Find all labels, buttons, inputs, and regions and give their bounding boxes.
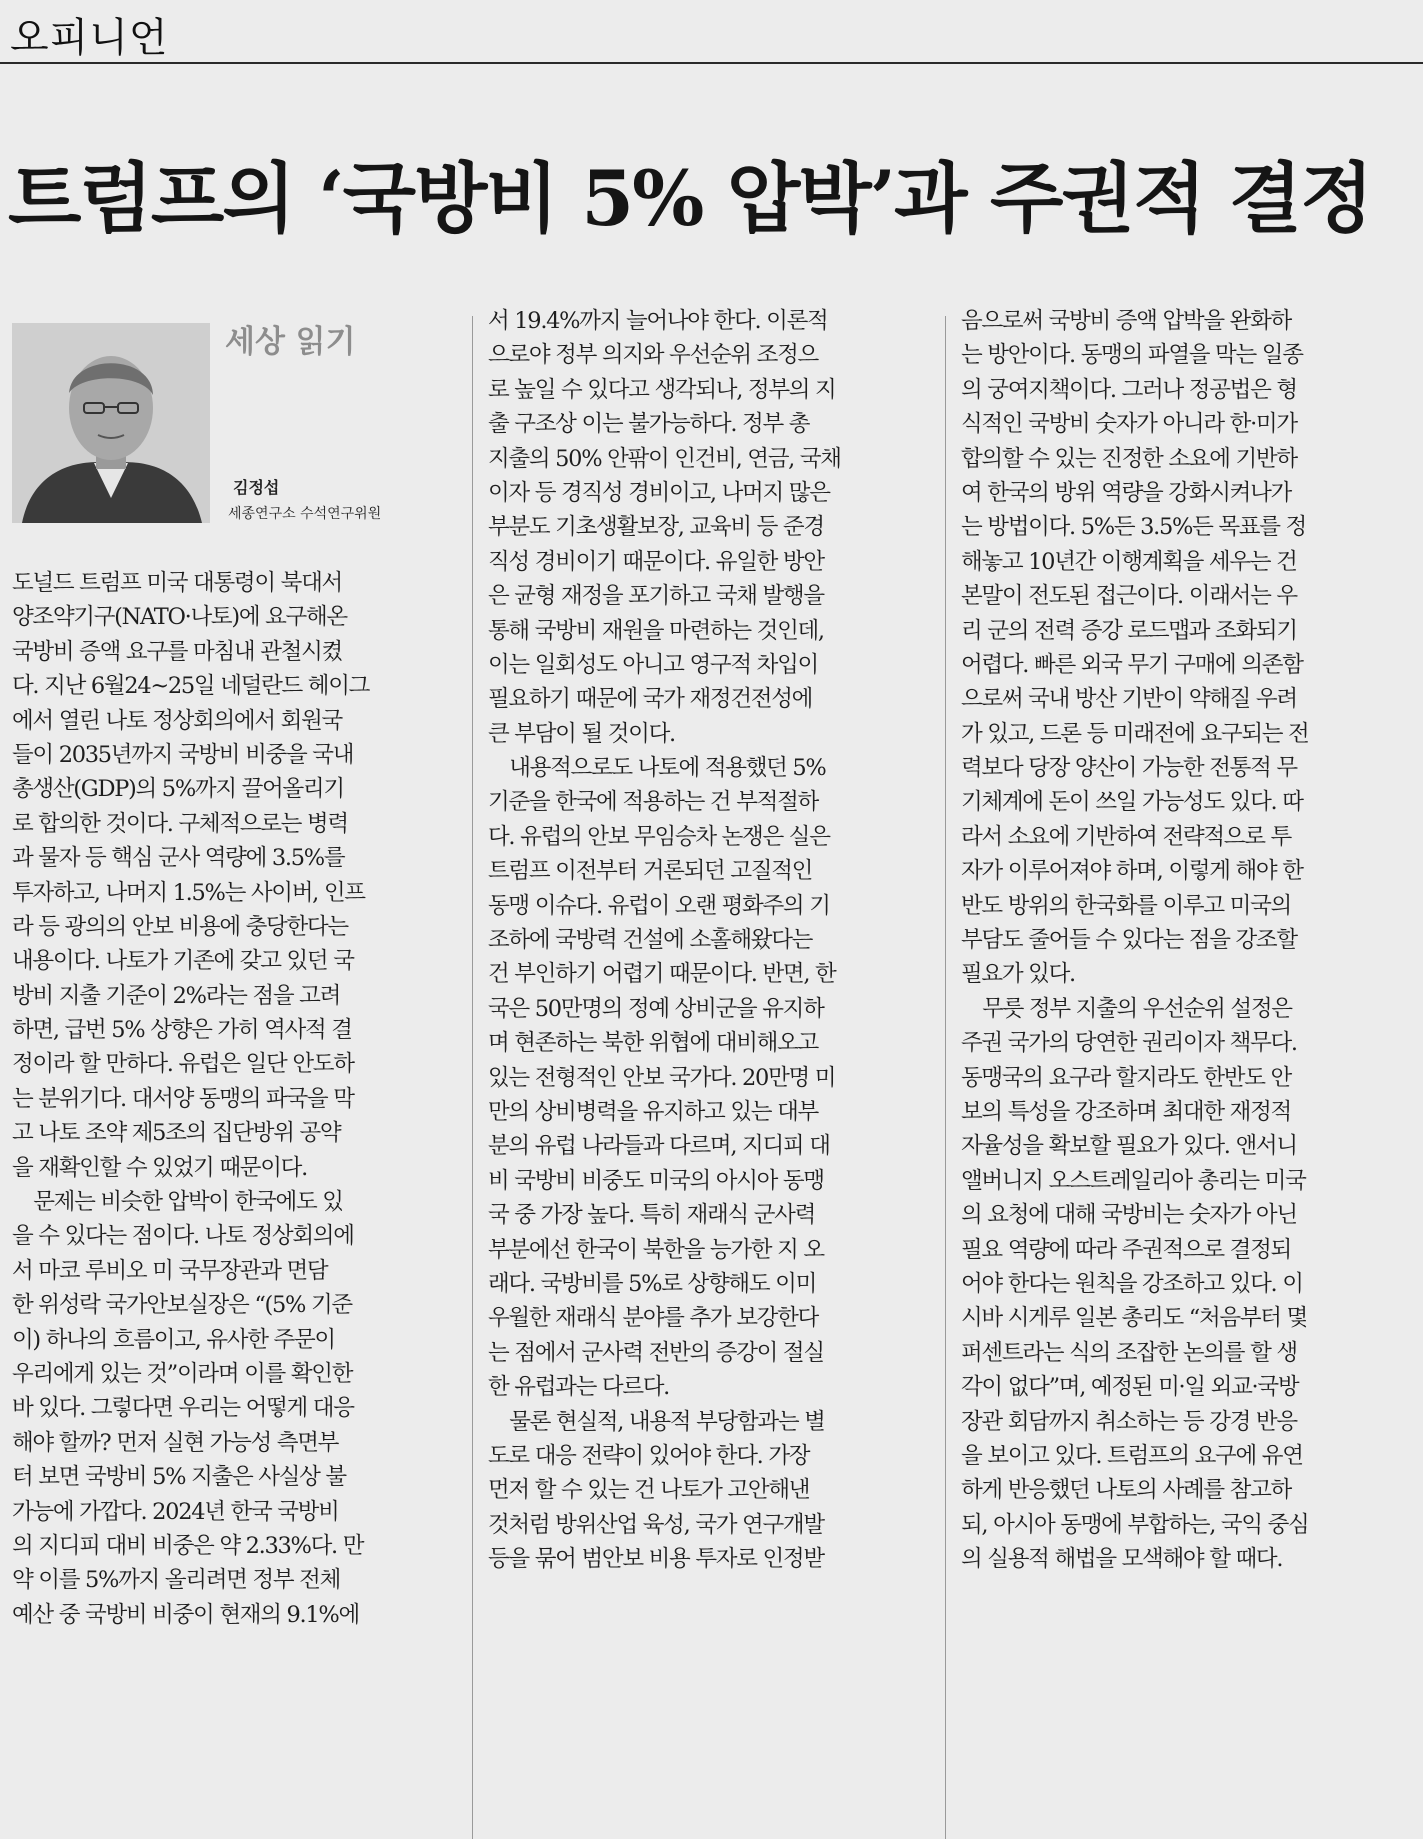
article-line: 자율성을 확보할 필요가 있다. 앤서니 (961, 1133, 1297, 1160)
article-line: 이는 일회성도 아니고 영구적 차입이 (488, 651, 818, 678)
article-line: 부분에선 한국이 북한을 능가한 지 오 (488, 1236, 824, 1263)
article-line: 바 있다. 그렇다면 우리는 어떻게 대응 (12, 1395, 354, 1422)
article-column-2 (488, 304, 928, 1576)
article-line: 내용이다. 나토가 기존에 갖고 있던 국 (12, 948, 354, 975)
article-line: 는 방법이다. 5%든 3.5%든 목표를 정 (961, 514, 1306, 541)
article-line: 는 분위기다. 대서양 동맹의 파국을 막 (12, 1085, 354, 1112)
article-line: 으로야 정부 의지와 우선순위 조정으 (488, 342, 818, 369)
article-line: 을 재확인할 수 있었기 때문이다. (12, 1154, 307, 1181)
article-line: 동맹국의 요구라 할지라도 한반도 안 (961, 1064, 1291, 1091)
article-line: 시바 시게루 일본 총리도 “처음부터 몇 (961, 1305, 1307, 1332)
article-line: 어렵다. 빠른 외국 무기 구매에 의존함 (961, 651, 1303, 678)
article-line: 는 방안이다. 동맹의 파열을 막는 일종 (961, 342, 1303, 369)
article-line: 국 중 가장 높다. 특히 재래식 군사력 (488, 1202, 816, 1229)
article-line: 다. 지난 6월24~25일 네덜란드 헤이그 (12, 673, 370, 700)
article-line: 정이라 할 만하다. 유럽은 일단 안도하 (12, 1051, 354, 1078)
article-line: 의 궁여지책이다. 그러나 정공법은 형 (961, 376, 1297, 403)
article-line: 가능에 가깝다. 2024년 한국 국방비 (12, 1498, 339, 1525)
article-line: 각이 없다”며, 예정된 미·일 외교·국방 (961, 1374, 1299, 1401)
article-line: 도널드 트럼프 미국 대통령이 북대서 (12, 570, 342, 596)
article-line: 로 합의한 것이다. 구체적으로는 병력 (12, 810, 348, 837)
article-line: 직성 경비이기 때문이다. 유일한 방안 (488, 548, 824, 575)
article-line: 해놓고 10년간 이행계획을 세우는 건 (961, 548, 1297, 575)
article-line: 을 보이고 있다. 트럼프의 요구에 유연 (961, 1442, 1303, 1469)
article-line: 건 부인하기 어렵기 때문이다. 반면, 한 (488, 961, 836, 988)
article-line: 필요가 있다. (961, 961, 1075, 988)
article-column-1 (12, 566, 452, 1632)
article-line: 가 있고, 드론 등 미래전에 요구되는 전 (961, 720, 1309, 747)
article-line: 반도 방위의 한국화를 이루고 미국의 (961, 892, 1291, 919)
article-line: 한 위성락 국가안보실장은 “(5% 기준 (12, 1292, 352, 1319)
article-line: 출 구조상 이는 불가능하다. 정부 총 (488, 411, 810, 438)
article-line: 조하에 국방력 건설에 소홀해왔다는 (488, 927, 813, 954)
article-line: 물론 현실적, 내용적 부당함과는 별 (488, 1408, 825, 1435)
article-line: 무릇 정부 지출의 우선순위 설정은 (961, 995, 1292, 1022)
article-line: 은 균형 재정을 포기하고 국채 발행을 (488, 583, 824, 610)
article-line: 라 등 광의의 안보 비용에 충당한다는 (12, 913, 348, 940)
article-line: 통해 국방비 재원을 마련하는 것인데, (488, 617, 824, 644)
article-line: 되, 아시아 동맹에 부합하는, 국익 중심 (961, 1511, 1309, 1538)
article-line: 으로써 국내 방산 기반이 약해질 우려 (961, 686, 1297, 713)
article-line: 자가 이루어져야 하며, 이렇게 해야 한 (961, 858, 1303, 885)
article-line: 합의할 수 있는 진정한 소요에 기반하 (961, 445, 1297, 472)
article-line: 서 마코 루비오 미 국무장관과 면담 (12, 1257, 328, 1284)
article-line: 약 이를 5%까지 올리려면 정부 전체 (12, 1567, 341, 1594)
article-line: 력보다 당장 양산이 가능한 전통적 무 (961, 755, 1297, 782)
article-line: 있는 전형적인 안보 국가다. 20만명 미 (488, 1064, 836, 1091)
headline: 트럼프의 ‘국방비 5% 압박’과 주권적 결정 (8, 154, 1372, 243)
article-line: 며 현존하는 북한 위협에 대비해오고 (488, 1030, 818, 1057)
article-line: 이) 하나의 흐름이고, 유사한 주문이 (12, 1326, 335, 1353)
article-line: 해야 할까? 먼저 실현 가능성 측면부 (12, 1429, 339, 1456)
article-line: 들이 2035년까지 국방비 비중을 국내 (12, 741, 354, 768)
article-line: 트럼프 이전부터 거론되던 고질적인 (488, 858, 813, 885)
article-line: 고 나토 조약 제5조의 집단방위 공약 (12, 1120, 341, 1147)
article-line: 여 한국의 방위 역량을 강화시켜나가 (961, 479, 1291, 506)
article-line: 라서 소요에 기반하여 전략적으로 투 (961, 823, 1291, 850)
article-line: 등을 묶어 범안보 비용 투자로 인정받 (488, 1546, 824, 1573)
article-line: 앨버니지 오스트레일리아 총리는 미국 (961, 1167, 1306, 1194)
article-line: 을 수 있다는 점이다. 나토 정상회의에 (12, 1223, 354, 1250)
article-line: 서 19.4%까지 늘어나야 한다. 이론적 (488, 308, 828, 334)
article-line: 리 군의 전력 증강 로드맵과 조화되기 (961, 617, 1297, 644)
article-line: 총생산(GDP)의 5%까지 끌어올리기 (12, 776, 344, 803)
article-line: 주권 국가의 당연한 권리이자 책무다. (961, 1030, 1297, 1057)
article-line: 우월한 재래식 분야를 추가 보강한다 (488, 1305, 818, 1332)
article-line: 필요 역량에 따라 주권적으로 결정되 (961, 1236, 1291, 1263)
article-line: 는 점에서 군사력 전반의 증강이 절실 (488, 1339, 824, 1366)
article-line: 부분도 기초생활보장, 교육비 등 준경 (488, 514, 824, 541)
article-line: 먼저 할 수 있는 건 나토가 고안해낸 (488, 1477, 810, 1504)
article-line: 내용적으로도 나토에 적용했던 5% (488, 755, 826, 782)
author-affiliation: 세종연구소 수석연구위원 (228, 506, 382, 522)
author-name: 김정섭 (233, 478, 280, 497)
article-line: 터 보면 국방비 5% 지출은 사실상 불 (12, 1464, 346, 1491)
column-series-title: 세상 읽기 (225, 324, 356, 360)
article-line: 하게 반응했던 나토의 사례를 참고하 (961, 1477, 1291, 1504)
article-line: 의 요청에 대해 국방비는 숫자가 아닌 (961, 1202, 1297, 1229)
article-line: 예산 중 국방비 비중이 현재의 9.1%에 (12, 1601, 359, 1628)
article-line: 하면, 급번 5% 상향은 가히 역사적 결 (12, 1017, 352, 1044)
article-line: 기준을 한국에 적용하는 건 부적절하 (488, 789, 818, 816)
article-line: 국은 50만명의 정예 상비군을 유지하 (488, 995, 824, 1022)
article-line: 방비 지출 기준이 2%라는 점을 고려 (12, 982, 341, 1009)
article-line: 필요하기 때문에 국가 재정건전성에 (488, 686, 813, 713)
article-line: 어야 한다는 원칙을 강조하고 있다. 이 (961, 1270, 1303, 1297)
article-line: 투자하고, 나머지 1.5%는 사이버, 인프 (12, 879, 365, 906)
article-line: 이자 등 경직성 경비이고, 나머지 많은 (488, 479, 830, 506)
article-line: 문제는 비슷한 압박이 한국에도 있 (12, 1189, 343, 1216)
article-line: 보의 특성을 강조하며 최대한 재정적 (961, 1098, 1291, 1125)
article-line: 한 유럽과는 다르다. (488, 1374, 670, 1401)
section-label: 오피니언 (10, 15, 169, 61)
column-divider (472, 316, 473, 1839)
article-line: 기체계에 돈이 쓰일 가능성도 있다. 따 (961, 789, 1303, 816)
article-line: 지출의 50% 안팎이 인건비, 연금, 국채 (488, 445, 841, 472)
article-line: 우리에게 있는 것”이라며 이를 확인한 (12, 1360, 353, 1387)
article-line: 의 실용적 해법을 모색해야 할 때다. (961, 1546, 1283, 1573)
article-line: 비 국방비 비중도 미국의 아시아 동맹 (488, 1167, 824, 1194)
article-line: 음으로써 국방비 증액 압박을 완화하 (961, 308, 1291, 334)
article-line: 과 물자 등 핵심 군사 역량에 3.5%를 (12, 845, 345, 872)
article-line: 퍼센트라는 식의 조잡한 논의를 할 생 (961, 1339, 1297, 1366)
article-line: 큰 부담이 될 것이다. (488, 720, 675, 747)
article-line: 도로 대응 전략이 있어야 한다. 가장 (488, 1442, 810, 1469)
article-line: 로 높일 수 있다고 생각되나, 정부의 지 (488, 376, 836, 403)
article-line: 본말이 전도된 접근이다. 이래서는 우 (961, 583, 1297, 610)
article-line: 동맹 이슈다. 유럽이 오랜 평화주의 기 (488, 892, 830, 919)
article-line: 다. 유럽의 안보 무임승차 논쟁은 실은 (488, 823, 830, 850)
author-photo (12, 323, 210, 523)
article-line: 의 지디피 대비 비중은 약 2.33%다. 만 (12, 1532, 364, 1559)
column-divider (945, 316, 946, 1839)
article-line: 장관 회담까지 취소하는 등 강경 반응 (961, 1408, 1297, 1435)
article-line: 것처럼 방위산업 육성, 국가 연구개발 (488, 1511, 824, 1538)
article-line: 만의 상비병력을 유지하고 있는 대부 (488, 1098, 818, 1125)
article-column-3 (961, 304, 1401, 1576)
article-line: 분의 유럽 나라들과 다르며, 지디피 대 (488, 1133, 830, 1160)
top-divider (0, 62, 1423, 64)
article-line: 식적인 국방비 숫자가 아니라 한·미가 (961, 411, 1297, 438)
article-line: 국방비 증액 요구를 마침내 관철시켰 (12, 638, 342, 665)
article-line: 에서 열린 나토 정상회의에서 회원국 (12, 707, 342, 734)
article-line: 래다. 국방비를 5%로 상향해도 이미 (488, 1270, 817, 1297)
article-line: 부담도 줄어들 수 있다는 점을 강조할 (961, 927, 1297, 954)
article-line: 양조약기구(NATO·나토)에 요구해온 (12, 604, 347, 631)
